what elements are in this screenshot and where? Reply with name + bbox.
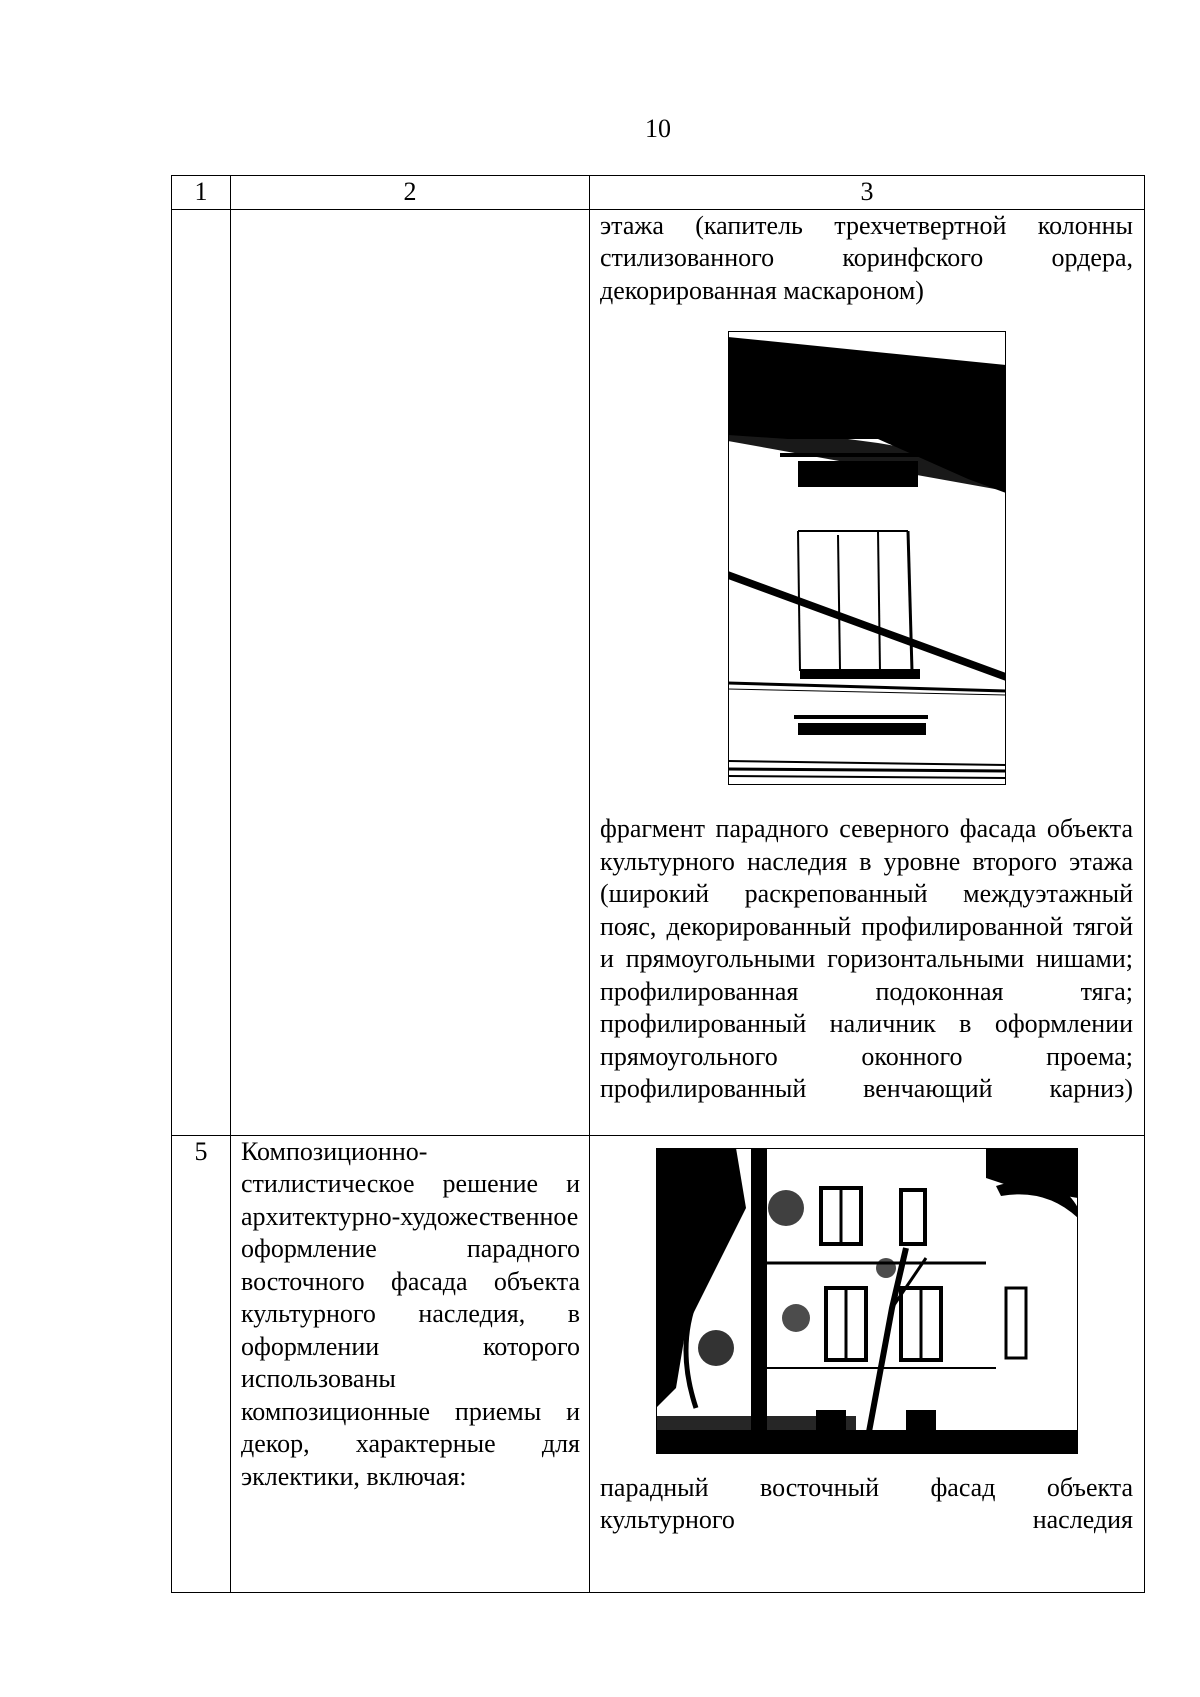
description-paragraph: Композиционно-стилистическое решение и архитектурно-художественное оформление парадного восточного фасада объекта культурного наследия, в оформлении которого использованы композиционные приемы и декор, характерные для эклектики, включая: <box>241 1136 580 1491</box>
row-content <box>590 209 1145 1135</box>
page-number: 10 <box>645 114 671 143</box>
row-number: 5 <box>172 1135 231 1592</box>
table-row-5 <box>172 1135 1145 1592</box>
row-content <box>590 1135 1145 1592</box>
east-facade-photo <box>656 1148 1078 1454</box>
header-col-2: 2 <box>231 176 590 210</box>
table-header-row <box>172 176 1145 210</box>
header-col-1: 1 <box>172 176 231 210</box>
window-facade-photo <box>728 331 1006 785</box>
row-description <box>231 209 590 1135</box>
caption-paragraph: парадный восточный фасад объекта культурного наследия <box>600 1472 1133 1534</box>
row-description <box>231 1135 590 1592</box>
table-row-continuation <box>172 209 1145 1135</box>
caption-paragraph: фрагмент парадного северного фасада объекта культурного наследия в уровне второго этажа (широкий раскрепованный междуэтажный пояс, декорированный профилированной тягой и прямоугольными горизонтальными нишами; профилированная подоконная тяга; профилированный наличник в оформлении прямоугольного оконного проема; профилированный венчающий карниз) <box>600 814 1133 1103</box>
header-col-3: 3 <box>590 176 1145 210</box>
row-number <box>172 209 231 1135</box>
heritage-table <box>171 175 1145 1593</box>
text-top-paragraph: этажа (капитель трехчетвертной колонны стилизованного коринфского ордера, декорированная маскароном) <box>600 210 1133 305</box>
